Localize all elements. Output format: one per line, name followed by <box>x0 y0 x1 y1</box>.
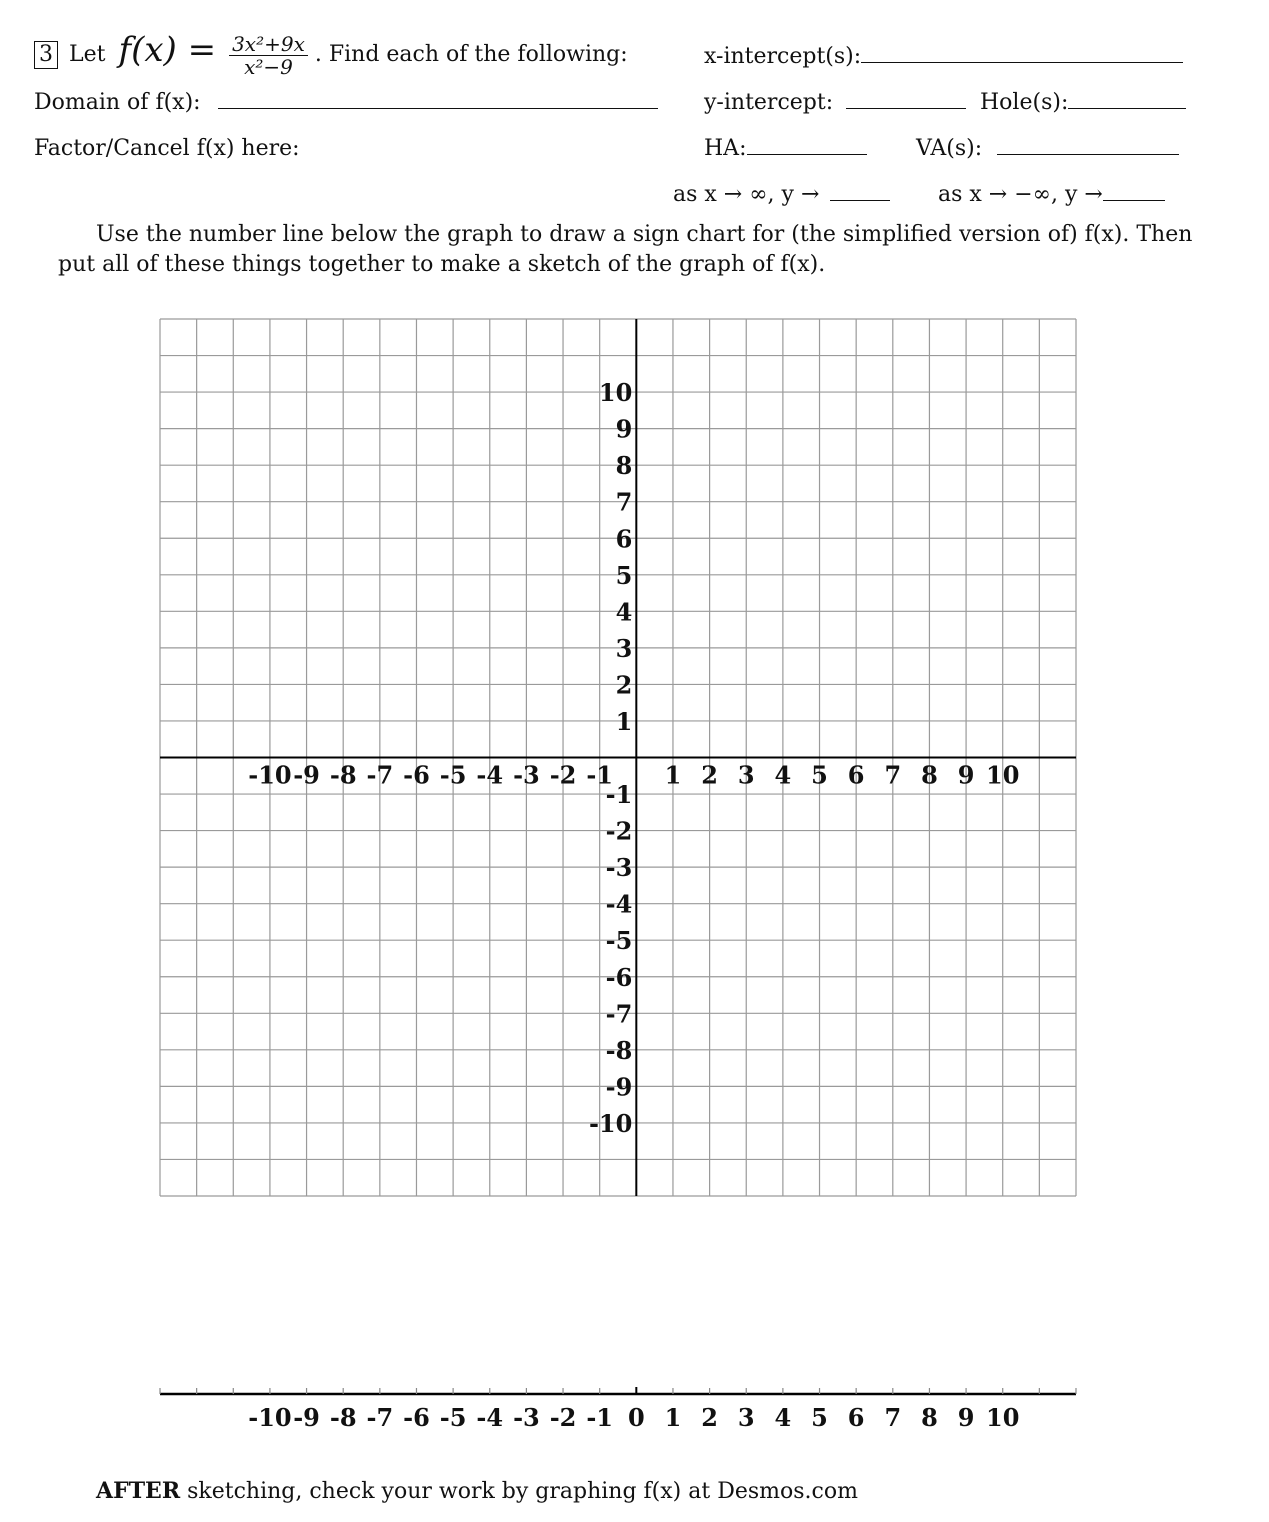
number-line-label: -7 <box>366 1403 394 1432</box>
number-line-label: 6 <box>847 1403 865 1432</box>
axes <box>160 319 1076 1196</box>
x-axis-labels <box>248 761 1019 790</box>
x-tick-label: 2 <box>701 760 718 790</box>
number-line-label: 9 <box>957 1403 975 1432</box>
ha-label: HA: <box>704 136 747 161</box>
number-line-label: -5 <box>439 1403 467 1432</box>
y-tick-label: -4 <box>605 889 633 919</box>
number-line-label: 2 <box>701 1403 718 1432</box>
footer-note <box>96 1478 858 1504</box>
number-line-label: -10 <box>248 1403 292 1432</box>
x-intercepts-label: x-intercept(s): <box>704 44 862 69</box>
y-tick-label: -3 <box>605 853 633 883</box>
ha-field[interactable] <box>704 136 867 161</box>
y-tick-label: -1 <box>605 780 633 810</box>
domain-label: Domain of f(x): <box>34 90 201 115</box>
end-behavior-neg-field[interactable] <box>938 182 1165 207</box>
x-tick-label: -9 <box>293 760 320 790</box>
number-line-label: -1 <box>586 1403 614 1432</box>
footer-rest: sketching, check your work by graphing f(x) at Desmos.com <box>180 1479 858 1504</box>
va-field[interactable] <box>916 136 1179 161</box>
x-tick-label: 10 <box>986 760 1020 790</box>
number-line-label: 3 <box>737 1403 755 1432</box>
grid-lines <box>160 319 1076 1196</box>
y-tick-label: 1 <box>615 706 633 736</box>
y-tick-label: -9 <box>605 1072 633 1102</box>
y-intercept-label: y-intercept: <box>704 90 834 115</box>
y-tick-label: 9 <box>615 414 633 444</box>
x-tick-label: 5 <box>811 760 828 790</box>
y-tick-label: 2 <box>615 670 633 700</box>
end-behavior-neg-label: as x → −∞, y → <box>938 182 1103 207</box>
problem-number: 3 <box>34 41 58 69</box>
x-tick-label: -8 <box>329 760 357 790</box>
x-tick-label: 8 <box>921 760 938 790</box>
number-line-label: -2 <box>549 1403 577 1432</box>
y-tick-label: 8 <box>615 451 633 481</box>
x-tick-label: -5 <box>439 760 467 790</box>
holes-field[interactable] <box>980 90 1186 115</box>
x-tick-label: -6 <box>403 760 430 790</box>
x-tick-label: -10 <box>248 760 292 790</box>
y-tick-label: -8 <box>605 1035 633 1065</box>
domain-field[interactable] <box>34 90 658 115</box>
y-tick-label: -7 <box>605 999 633 1029</box>
number-line-label: 10 <box>986 1403 1020 1432</box>
fraction-numerator: 3x²+9x <box>229 33 308 56</box>
y-axis-labels <box>589 378 632 1138</box>
x-tick-label: -4 <box>476 760 504 790</box>
y-tick-label: -5 <box>605 926 633 956</box>
holes-label: Hole(s): <box>980 90 1069 115</box>
y-intercept-field[interactable] <box>704 90 966 115</box>
y-tick-label: 10 <box>598 378 633 408</box>
y-tick-label: 3 <box>615 633 633 663</box>
x-tick-label: -3 <box>513 760 540 790</box>
y-tick-label: 6 <box>615 524 633 554</box>
footer-bold: AFTER <box>96 1478 181 1504</box>
y-tick-label: -10 <box>588 1108 633 1138</box>
y-tick-label: 5 <box>615 560 633 590</box>
y-tick-label: -2 <box>605 816 633 846</box>
number-line-label: 7 <box>884 1403 902 1432</box>
number-line[interactable] <box>160 1387 1076 1394</box>
x-tick-label: 4 <box>774 760 792 790</box>
end-behavior-pos-label: as x → ∞, y → <box>673 182 820 207</box>
find-instruction: . Find each of the following: <box>314 42 628 67</box>
number-line-label: -4 <box>476 1403 504 1432</box>
y-tick-label: 7 <box>615 487 633 517</box>
number-line-label: -3 <box>513 1403 540 1432</box>
number-line-label: -6 <box>403 1403 430 1432</box>
number-line-label: 8 <box>921 1403 938 1432</box>
fraction-denominator: x²−9 <box>244 54 293 79</box>
y-tick-label: 4 <box>615 597 633 627</box>
number-line-label: 5 <box>811 1403 828 1432</box>
x-tick-label: -1 <box>586 760 614 790</box>
number-line-label: 0 <box>627 1403 645 1432</box>
x-intercepts-field[interactable] <box>704 44 1183 69</box>
instructions-line-2: put all of these things together to make a sketch of the graph of f(x). <box>58 252 826 277</box>
x-tick-label: -7 <box>366 760 394 790</box>
number-line-label: -8 <box>329 1403 357 1432</box>
number-line-label: -9 <box>293 1403 320 1432</box>
number-line-labels <box>248 1403 1019 1432</box>
x-tick-label: 6 <box>847 760 865 790</box>
x-tick-label: -2 <box>549 760 577 790</box>
x-tick-label: 1 <box>664 760 682 790</box>
instructions-line-1: Use the number line below the graph to draw a sign chart for (the simplified version of) f(x). Then <box>96 222 1193 247</box>
function-fraction <box>229 33 308 78</box>
x-tick-label: 3 <box>737 760 755 790</box>
problem-header <box>34 26 628 79</box>
x-tick-label: 7 <box>884 760 902 790</box>
end-behavior-pos-field[interactable] <box>673 182 890 207</box>
factor-cancel-label: Factor/Cancel f(x) here: <box>34 136 300 161</box>
y-tick-label: -6 <box>605 962 633 992</box>
va-label: VA(s): <box>916 136 983 161</box>
number-line-label: 1 <box>664 1403 682 1432</box>
number-line-label: 4 <box>774 1403 792 1432</box>
function-name: f(x) = <box>118 30 217 70</box>
x-tick-label: 9 <box>957 760 975 790</box>
let-word: Let <box>69 42 106 67</box>
